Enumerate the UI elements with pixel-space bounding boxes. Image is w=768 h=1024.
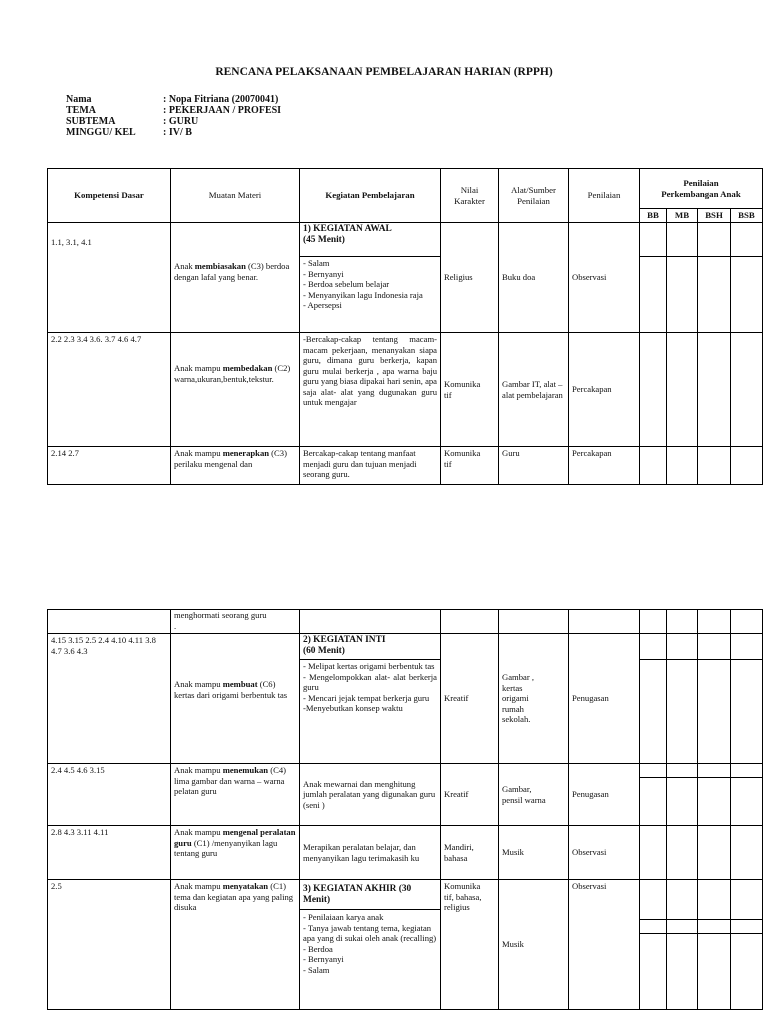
- kegiatan-list: [300, 257, 441, 333]
- identity-value: : IV/ B: [163, 127, 192, 138]
- muatan-cell: Anak mampu menerapkan (C3) perilaku mengenal dan: [171, 447, 300, 485]
- header-nilai-karakter: Nilai Karakter: [441, 169, 499, 223]
- header-alat-sumber: Alat/Sumber Penilaian: [499, 169, 569, 223]
- bb-cell: [640, 826, 667, 880]
- bb-cell: [640, 333, 667, 447]
- kegiatan-cell: Merapikan peralatan belajar, dan menyanyikan lagu terimakasih ku: [300, 826, 441, 880]
- mb-cell: [667, 610, 698, 634]
- document-title: RENCANA PELAKSANAAN PEMBELAJARAN HARIAN (RPPH): [215, 66, 553, 78]
- mb-cell: [667, 826, 698, 880]
- bsb-cell: [731, 660, 763, 764]
- nilai-cell: Religius: [441, 223, 499, 333]
- alat-cell: Buku doa: [499, 223, 569, 333]
- bsh-cell: [698, 660, 731, 764]
- identity-label: Nama: [66, 94, 92, 105]
- bsb-cell: [731, 333, 763, 447]
- penilaian-cell: Observasi: [569, 880, 640, 1010]
- kegiatan-heading: 1) KEGIATAN AWAL (45 Menit): [300, 223, 441, 257]
- mb-cell: [667, 920, 698, 934]
- kegiatan-item: - Berdoa sebelum belajar: [303, 279, 390, 289]
- bsb-cell: [731, 447, 763, 485]
- bsb-cell: [731, 778, 763, 826]
- nilai-cell: Kreatif: [441, 764, 499, 826]
- identity-value: : PEKERJAAN / PROFESI: [163, 105, 282, 116]
- nilai-cell: Komunika tif: [441, 333, 499, 447]
- kegiatan-cell: [300, 610, 441, 634]
- bb-cell: [640, 634, 667, 660]
- kegiatan-item: - Salam: [303, 258, 330, 268]
- mb-cell: [667, 333, 698, 447]
- kegiatan-item: - Bernyanyi: [303, 268, 344, 279]
- kegiatan-item: - Penilaiaan karya anak: [303, 912, 384, 922]
- bb-cell: [640, 660, 667, 764]
- bb-cell: [640, 778, 667, 826]
- mb-cell: [667, 934, 698, 1010]
- nilai-cell: Kreatif: [441, 634, 499, 764]
- mb-cell: [667, 634, 698, 660]
- kegiatan-item: - Apersepsi: [303, 300, 342, 310]
- penilaian-cell: Penugasan: [569, 764, 640, 826]
- muatan-cell: menghormati seorang guru .: [171, 610, 300, 634]
- muatan-cell: Anak membiasakan (C3) berdoa dengan lafal yang benar.: [171, 223, 300, 333]
- nilai-cell: Mandiri, bahasa: [441, 826, 499, 880]
- bsb-cell: [731, 920, 763, 934]
- kd-cell: 4.15 3.15 2.5 2.4 4.10 4.11 3.8 4.7 3.6 4.3: [48, 634, 171, 764]
- kd-cell: 2.2 2.3 3.4 3.6. 3.7 4.6 4.7: [48, 333, 171, 447]
- bsh-cell: [698, 880, 731, 920]
- bb-cell: [640, 257, 667, 333]
- kegiatan-cell: [300, 880, 441, 1010]
- identity-row-name: [66, 94, 281, 105]
- identity-value: : GURU: [163, 116, 199, 127]
- kegiatan-item: - Mengelompokkan alat- alat berkerja guru: [303, 671, 437, 692]
- header-mb: MB: [667, 209, 698, 223]
- alat-cell: Musik: [499, 826, 569, 880]
- bsh-cell: [698, 333, 731, 447]
- kd-cell: 2.8 4.3 3.11 4.11: [48, 826, 171, 880]
- nilai-cell: [441, 610, 499, 634]
- kd-cell: 2.5: [48, 880, 171, 1010]
- bsb-cell: [731, 880, 763, 920]
- muatan-cell: Anak mampu menemukan (C4) lima gambar dan warna – warna pelatan guru: [171, 764, 300, 826]
- penilaian-cell: Percakapan: [569, 333, 640, 447]
- kd-cell: 1.1, 3.1, 4.1: [48, 223, 171, 333]
- identity-row-minggu: [66, 127, 281, 138]
- alat-cell: Gambar IT, alat – alat pembelajaran: [499, 333, 569, 447]
- bsb-cell: [731, 223, 763, 257]
- identity-label: MINGGU/ KEL: [66, 127, 136, 138]
- header-bsb: BSB: [731, 209, 763, 223]
- mb-cell: [667, 660, 698, 764]
- header-penilaian-perkembangan: Penilaian Perkembangan Anak: [640, 169, 763, 209]
- mb-cell: [667, 223, 698, 257]
- header-penilaian: Penilaian: [569, 169, 640, 223]
- bsh-cell: [698, 920, 731, 934]
- header-bsh: BSH: [698, 209, 731, 223]
- header-kompetensi-dasar: Kompetensi Dasar: [48, 169, 171, 223]
- identity-row-tema: [66, 105, 281, 116]
- bsb-cell: [731, 634, 763, 660]
- kegiatan-item: - Melipat kertas origami berbentuk tas: [303, 661, 435, 671]
- nilai-cell: Komunika tif: [441, 447, 499, 485]
- header-bb: BB: [640, 209, 667, 223]
- mb-cell: [667, 447, 698, 485]
- muatan-cell: Anak mampu mengenal peralatan guru (C1) /menyanyikan lagu tentang guru: [171, 826, 300, 880]
- bsh-cell: [698, 634, 731, 660]
- muatan-cell: Anak mampu menyatakan (C1) tema dan kegiatan apa yang paling disuka: [171, 880, 300, 1010]
- header-muatan-materi: Muatan Materi: [171, 169, 300, 223]
- kd-cell: 2.4 4.5 4.6 3.15: [48, 764, 171, 826]
- kegiatan-item: - Berdoa: [303, 943, 333, 954]
- identity-block: [66, 94, 281, 138]
- bsb-cell: [731, 764, 763, 778]
- bsh-cell: [698, 778, 731, 826]
- mb-cell: [667, 778, 698, 826]
- bsb-cell: [731, 610, 763, 634]
- muatan-cell: Anak mampu membuat (C6) kertas dari origami berbentuk tas: [171, 634, 300, 764]
- rpph-table-page-2: [47, 609, 763, 1010]
- bb-cell: [640, 610, 667, 634]
- mb-cell: [667, 764, 698, 778]
- rpph-table-page-1: [47, 168, 763, 485]
- alat-cell: Gambar, pensil warna: [499, 764, 569, 826]
- kegiatan-item: - Salam: [303, 964, 330, 975]
- bb-cell: [640, 447, 667, 485]
- kd-cell: 2.14 2.7: [48, 447, 171, 485]
- kegiatan-item: -Menyebutkan konsep waktu: [303, 703, 403, 713]
- nilai-cell: Komunika tif, bahasa, religius: [441, 880, 499, 1010]
- bb-cell: [640, 920, 667, 934]
- bsb-cell: [731, 934, 763, 1010]
- bsh-cell: [698, 826, 731, 880]
- bsh-cell: [698, 610, 731, 634]
- kegiatan-list: [300, 910, 440, 977]
- identity-label: SUBTEMA: [66, 116, 116, 127]
- bb-cell: [640, 880, 667, 920]
- header-kegiatan-pembelajaran: Kegiatan Pembelajaran: [300, 169, 441, 223]
- bsh-cell: [698, 447, 731, 485]
- identity-value: : Nopa Fitriana (20070041): [163, 94, 279, 105]
- identity-label: TEMA: [66, 105, 96, 116]
- kegiatan-heading: 3) KEGIATAN AKHIR (30 Menit): [300, 880, 440, 910]
- penilaian-cell: Observasi: [569, 223, 640, 333]
- alat-cell: Guru: [499, 447, 569, 485]
- muatan-cell: Anak mampu membedakan (C2) warna,ukuran,bentuk,tekstur.: [171, 333, 300, 447]
- kegiatan-cell: Bercakap-cakap tentang manfaat menjadi guru dan tujuan menjadi seorang guru.: [300, 447, 441, 485]
- penilaian-cell: [569, 610, 640, 634]
- bsh-cell: [698, 223, 731, 257]
- kegiatan-cell: -Bercakap-cakap tentang macam-macam pekerjaan, menanyakan siapa guru, dimana guru berkerja, kapan guru mulai berkerja , apa warna baju guru yang biasa dipakai hari senin, apa saja alat- alat yang dugunakan guru untuk mengajar: [300, 333, 441, 447]
- penilaian-cell: Observasi: [569, 826, 640, 880]
- bsh-cell: [698, 764, 731, 778]
- bb-cell: [640, 764, 667, 778]
- identity-row-subtema: [66, 116, 281, 127]
- penilaian-cell: Percakapan: [569, 447, 640, 485]
- bsh-cell: [698, 934, 731, 1010]
- kegiatan-item: - Menyanyikan lagu Indonesia raja: [303, 289, 423, 300]
- bsh-cell: [698, 257, 731, 333]
- kegiatan-item: - Mencari jejak tempat berkerja guru: [303, 692, 430, 703]
- kegiatan-cell: Anak mewarnai dan menghitung jumlah peralatan yang digunakan guru (seni ): [300, 764, 441, 826]
- bb-cell: [640, 934, 667, 1010]
- kegiatan-heading: 2) KEGIATAN INTI (60 Menit): [300, 634, 441, 660]
- kegiatan-item: - Tanya jawab tentang tema, kegiatan apa yang di sukai oleh anak (recalling): [303, 922, 437, 943]
- kegiatan-list: [300, 660, 441, 764]
- alat-cell: Musik: [499, 880, 569, 1010]
- alat-cell: [499, 610, 569, 634]
- mb-cell: [667, 880, 698, 920]
- penilaian-cell: Penugasan: [569, 634, 640, 764]
- mb-cell: [667, 257, 698, 333]
- bsb-cell: [731, 257, 763, 333]
- kd-cell: [48, 610, 171, 634]
- alat-cell: Gambar , kertas origami rumah sekolah.: [499, 634, 569, 764]
- kegiatan-item: - Bernyanyi: [303, 954, 344, 964]
- bsb-cell: [731, 826, 763, 880]
- bb-cell: [640, 223, 667, 257]
